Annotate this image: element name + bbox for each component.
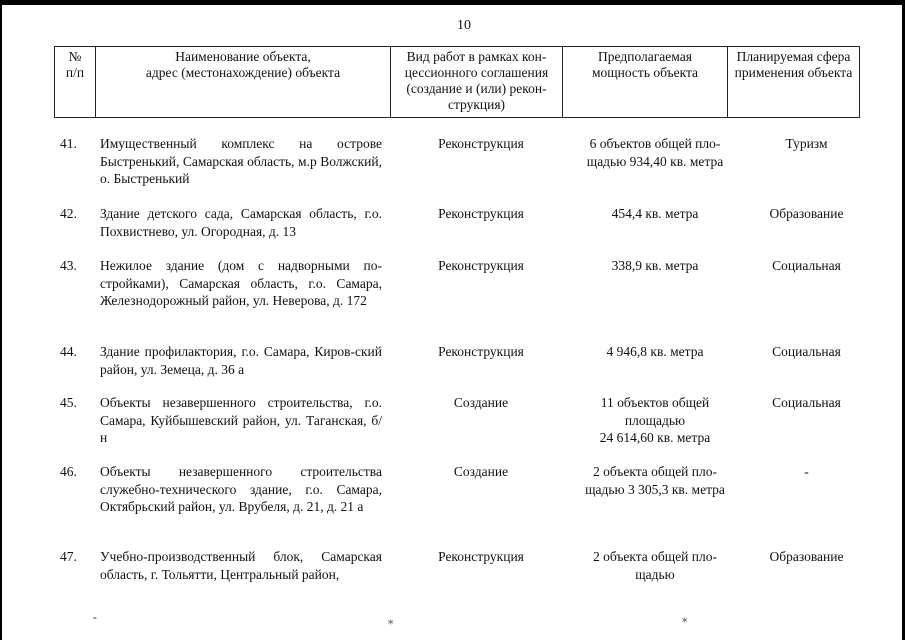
row-num: 44.: [60, 344, 77, 359]
row-work: Реконструкция: [438, 258, 524, 273]
scan-speck: ⁎: [388, 615, 394, 627]
row-name: Учебно-производственный блок, Самарская область, г. Тольятти, Центральный район,: [100, 549, 382, 582]
row-work: Создание: [453, 395, 509, 410]
top-border: [0, 0, 905, 5]
row-capacity: 2 объекта общей пло- щадью: [592, 549, 717, 582]
row-num: 41.: [60, 136, 77, 151]
row-name: Объекты незавершенного строительства, г.о. Самара, Куйбышевский район, ул. Таганская, б/н: [100, 395, 382, 445]
row-capacity: 338,9 кв. метра: [611, 258, 699, 273]
row-name: Здание детского сада, Самарская область, г.о. Похвистнево, ул. Огородная, д. 13: [100, 206, 382, 239]
row-use: Социальная: [772, 395, 841, 410]
row-work: Реконструкция: [438, 136, 524, 151]
row-num: 43.: [60, 258, 77, 273]
scan-speck: ⁎: [682, 613, 688, 625]
row-work: Реконструкция: [438, 549, 524, 564]
page-number: 10: [457, 18, 471, 33]
row-work: Реконструкция: [438, 206, 524, 221]
header-num: № п/п: [55, 47, 96, 118]
row-num: 46.: [60, 464, 77, 479]
left-border: [0, 0, 2, 640]
row-use: -: [804, 464, 809, 479]
row-work: Реконструкция: [438, 344, 524, 359]
row-use: Образование: [769, 549, 844, 564]
row-name: Объекты незавершенного строительства служебно-технического здание, г.о. Самара, Октябрьский район, ул. Врубеля, д. 21, д. 21 а: [100, 464, 382, 514]
row-num: 42.: [60, 206, 77, 221]
row-use: Туризм: [785, 136, 828, 151]
row-name: Имущественный комплекс на острове Быстренький, Самарская область, м.р Волжский, о. Быстренький: [100, 136, 382, 186]
row-capacity: 11 объектов общей площадью 24 614,60 кв. метра: [599, 395, 711, 445]
row-work: Создание: [453, 464, 509, 479]
row-capacity: 2 объекта общей пло- щадью 3 305,3 кв. метра: [585, 464, 725, 497]
row-use: Образование: [769, 206, 844, 221]
row-num: 47.: [60, 549, 77, 564]
header-use: Планируемая сфера применения объекта: [728, 47, 860, 118]
row-capacity: 4 946,8 кв. метра: [606, 344, 704, 359]
scan-speck: ⁃: [92, 613, 98, 625]
header-name: Наименование объекта, адрес (местонахождение) объекта: [96, 47, 391, 118]
row-capacity: 6 объектов общей пло- щадью 934,40 кв. метра: [586, 136, 724, 169]
row-num: 45.: [60, 395, 77, 410]
header-work: Вид работ в рамках кон- цессионного соглашения (создание и (или) рекон- струкция): [391, 47, 563, 118]
row-use: Социальная: [772, 258, 841, 273]
row-name: Здание профилактория, г.о. Самара, Киров-ский район, ул. Земеца, д. 36 а: [100, 344, 382, 377]
header-capacity: Предполагаемая мощность объекта: [563, 47, 728, 118]
table-header: [54, 46, 860, 118]
row-use: Социальная: [772, 344, 841, 359]
row-name: Нежилое здание (дом с надворными по-стройками), Самарская область, г.о. Самара, Железнодорожный район, ул. Неверова, д. 172: [100, 258, 382, 308]
row-capacity: 454,4 кв. метра: [611, 206, 699, 221]
